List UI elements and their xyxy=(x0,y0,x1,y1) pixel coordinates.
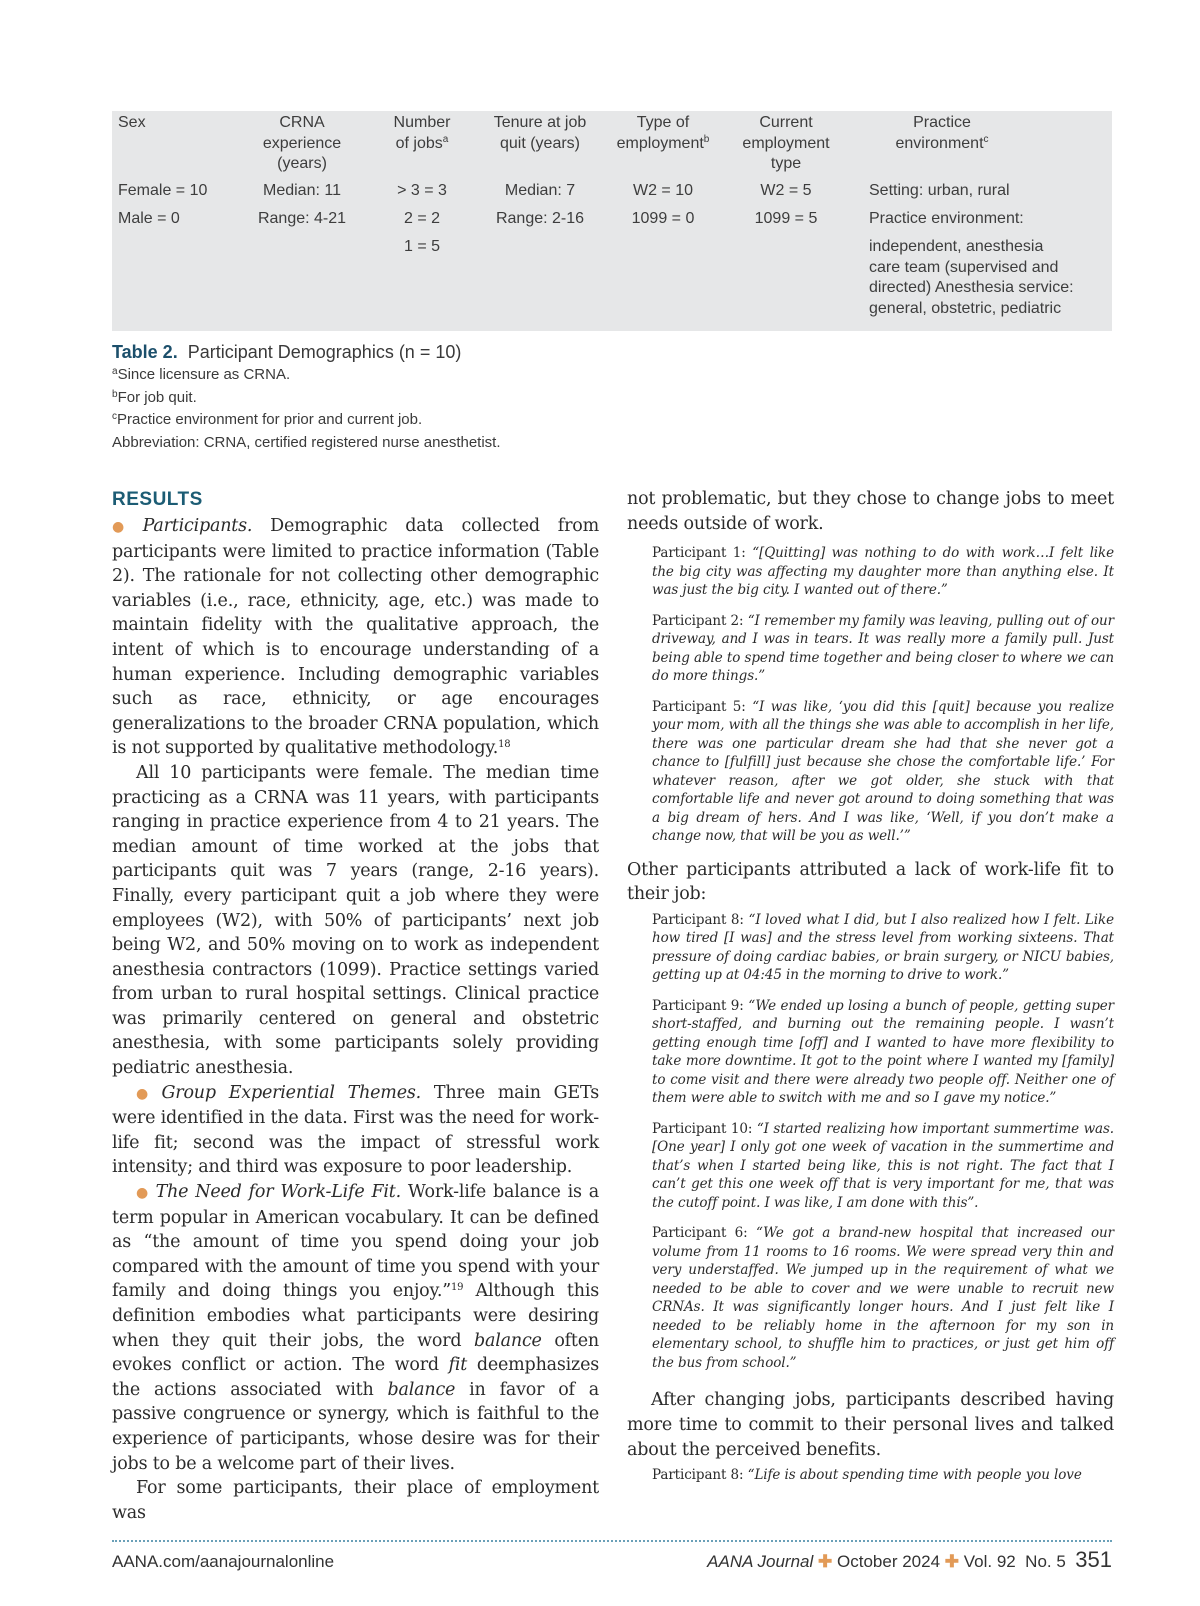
caption-title: Participant Demographics (n = 10) xyxy=(187,342,462,362)
paragraph-other-participants: Other participants attributed a lack of work-life fit to their job: xyxy=(627,859,1114,905)
paragraph-after-changing: After changing jobs, participants described having more time to commit to their personal lives and talked about the perceived benefits. xyxy=(627,1390,1114,1460)
environment-values: Setting: urban, rural Practice environment: independent, anesthesia care team (supervised and directed) Anesthesia service: general, obstetric, pediatric xyxy=(869,182,1074,317)
bullet-icon: ● xyxy=(136,1185,150,1202)
footer-divider xyxy=(112,1540,1112,1542)
bullet-icon: ● xyxy=(112,519,137,535)
header-type-of-employment: Type of employment$^b$ xyxy=(616,114,710,152)
page-number: 351 xyxy=(1075,1547,1112,1572)
volume-number: Vol. 92 No. 5 xyxy=(963,1552,1066,1571)
issue-date: October 2024 xyxy=(837,1552,941,1571)
footer-journal-info xyxy=(707,1547,1112,1573)
quote-participant-9: Participant 9: “We ended up losing a bunch of people, getting super short-staffed, and burning out the remaining people. I wasn’t getting enough time [off] and I wanted to have more flexibility to take more downtime. It got to the point where I wanted my [family] to come visit and there were already two people off. Neither one of them were able to switch with me and so I gave my notice.” xyxy=(652,997,1114,1107)
plus-icon: ✚ xyxy=(818,1552,833,1571)
header-current-employment: Current employment type xyxy=(742,114,830,172)
paragraph-not-problematic: not problematic, but they chose to change jobs to meet needs outside of work. xyxy=(627,489,1114,534)
jobs-values: > 3 = 3 2 = 2 1 = 5 xyxy=(397,182,447,255)
header-sex: Sex xyxy=(118,114,146,131)
demographics-table xyxy=(112,111,1112,331)
tenure-values: Median: 7 Range: 2-16 xyxy=(495,182,585,227)
caption-note-a: $^a$Since licensure as CRNA. xyxy=(112,366,291,383)
header-crna-experience: CRNA experience (years) xyxy=(262,114,342,172)
employment-type-values: W2 = 10 1099 = 0 xyxy=(631,182,695,227)
caption-label: Table 2. xyxy=(112,342,178,362)
quote-participant-8: Participant 8: “I loved what I did, but I also realized how I felt. Like how tired [I was] and the stress level from working sixteens. That pressure of doing cardiac babies, or brain surgery, or NICU babies, getting up at 04:45 in the morning to drive to work.” xyxy=(652,911,1114,984)
quote-participant-6: Participant 6: “We got a brand-new hospital that increased our volume from 11 rooms to 16 rooms. We were spread very thin and very understaffed. We jumped up in the requirement of what we needed to be able to cover and we were unable to recruit new CRNAs. It was significantly longer hours. And I just felt like I needed to be reliably home in the afternoon for my son in elementary school, to shuffle him to practices, or just get him off the bus from school.” xyxy=(652,1225,1114,1371)
header-number-of-jobs: Number of jobs$^a$ xyxy=(393,114,451,152)
bullet-icon: ● xyxy=(136,1085,156,1102)
caption-note-b: $^b$For job quit. xyxy=(112,388,197,406)
left-column xyxy=(112,489,599,1525)
paragraph-employment: For some participants, their place of employment was xyxy=(112,1478,599,1523)
quote-participant-10: Participant 10: “I started realizing how important summertime was. [One year] I only got one week of vacation in the summertime and that’s when I started being like, this is not right. The fact that I can’t get this one week off that is very important for me, that was the cutoff point. I was like, I am done with this”. xyxy=(652,1120,1114,1211)
journal-name: AANA Journal xyxy=(707,1552,814,1571)
quote-participant-2: Participant 2: “I remember my family was leaving, pulling out of our driveway, and I was in tears. It was really more a family pull. Just being able to spend time together and being closer to where we can do more things.” xyxy=(652,612,1114,685)
current-type-values: W2 = 5 1099 = 5 xyxy=(754,182,818,227)
paragraph-demographics: All 10 participants were female. The median time practicing as a CRNA was 11 years, with participants ranging in practice experience from 4 to 21 years. The median amount of time worked at the jobs that participants quit was 7 years (range, 2-16 years). Finally, every participant quit a job where they were employees (W2), with 50% of participants’ next job being W2, and 50% moving on to work as independent anesthesia contractors (1099). Practice settings varied from urban to rural hospital settings. Clinical practice was primarily centered on general and obstetric anesthesia, with some participants solely providing pediatric anesthesia. xyxy=(112,762,599,1079)
footer-site-link[interactable]: AANA.com/aanajournalonline xyxy=(112,1552,335,1571)
table-caption xyxy=(112,340,1012,454)
plus-icon: ✚ xyxy=(944,1552,960,1571)
paragraph-gets: ● Group Experiential Themes. Three main GETs were identified in the data. First was the need for work-life fit; second was the impact of stressful work intensity; and third was exposure to poor leadership. xyxy=(112,1082,599,1178)
paragraph-work-life-fit: ● The Need for Work-Life Fit. Work-life balance is a term popular in American vocabulary. It can be defined as “the amount of time you spend doing your job compared with the amount of time you spend with your family and doing things you enjoy.”$^{19}$ Although this definition embodies what participants were desiring when they quit their jobs, the word balance often evokes conflict or action. The word fit deemphasizes the actions associated with balance in favor of a passive congruence or synergy, which is faithful to the experience of participants, whose desire was for their jobs to be a welcome part of their lives. xyxy=(112,1182,600,1474)
quote-participant-5: Participant 5: “I was like, ‘you did this [quit] because you realize your mom, with all the things she was able to accomplish in her life, there was one particular dream she had that she never got a chance to [fulfill] just because she chose the comfortable life.’ For whatever reason, after we got older, she stuck with that comfortable life and never got around to doing something that was a big dream of hers. And I was like, ‘Well, if you don’t make a change now, that will be you as well.’” xyxy=(652,698,1114,845)
experience-values: Median: 11 Range: 4-21 xyxy=(257,182,347,227)
caption-abbreviation: Abbreviation: CRNA, certified registered nurse anesthetist. xyxy=(112,433,501,451)
right-column xyxy=(627,489,1114,1485)
caption-note-c: $^c$Practice environment for prior and current job. xyxy=(112,411,423,428)
paragraph-participants: ● Participants. Demographic data collected from participants were limited to practice information (Table 2). The rationale for not collecting other demographic variables (i.e., race, ethnicity, age, etc.) was made to maintain fidelity with the qualitative approach, the intent of which is to encourage understanding of a human experience. Including demographic variables such as race, ethnicity, or age encourages generalizations to the broader CRNA population, which is not supported by qualitative methodology.$^{18}$ xyxy=(112,516,599,759)
section-heading-results: RESULTS xyxy=(112,489,203,510)
header-practice-environment: Practice environment$^c$ xyxy=(895,114,989,152)
header-tenure: Tenure at job quit (years) xyxy=(493,114,587,152)
quote-participant-8-life: Participant 8: “Life is about spending time with people you love xyxy=(652,1467,1082,1484)
sex-values: Female = 10 Male = 0 xyxy=(118,182,208,227)
quote-participant-1: Participant 1: “[Quitting] was nothing to do with work…I felt like the big city was affecting my daughter more than anything else. It was just the big city. I wanted out of there.” xyxy=(652,545,1114,599)
